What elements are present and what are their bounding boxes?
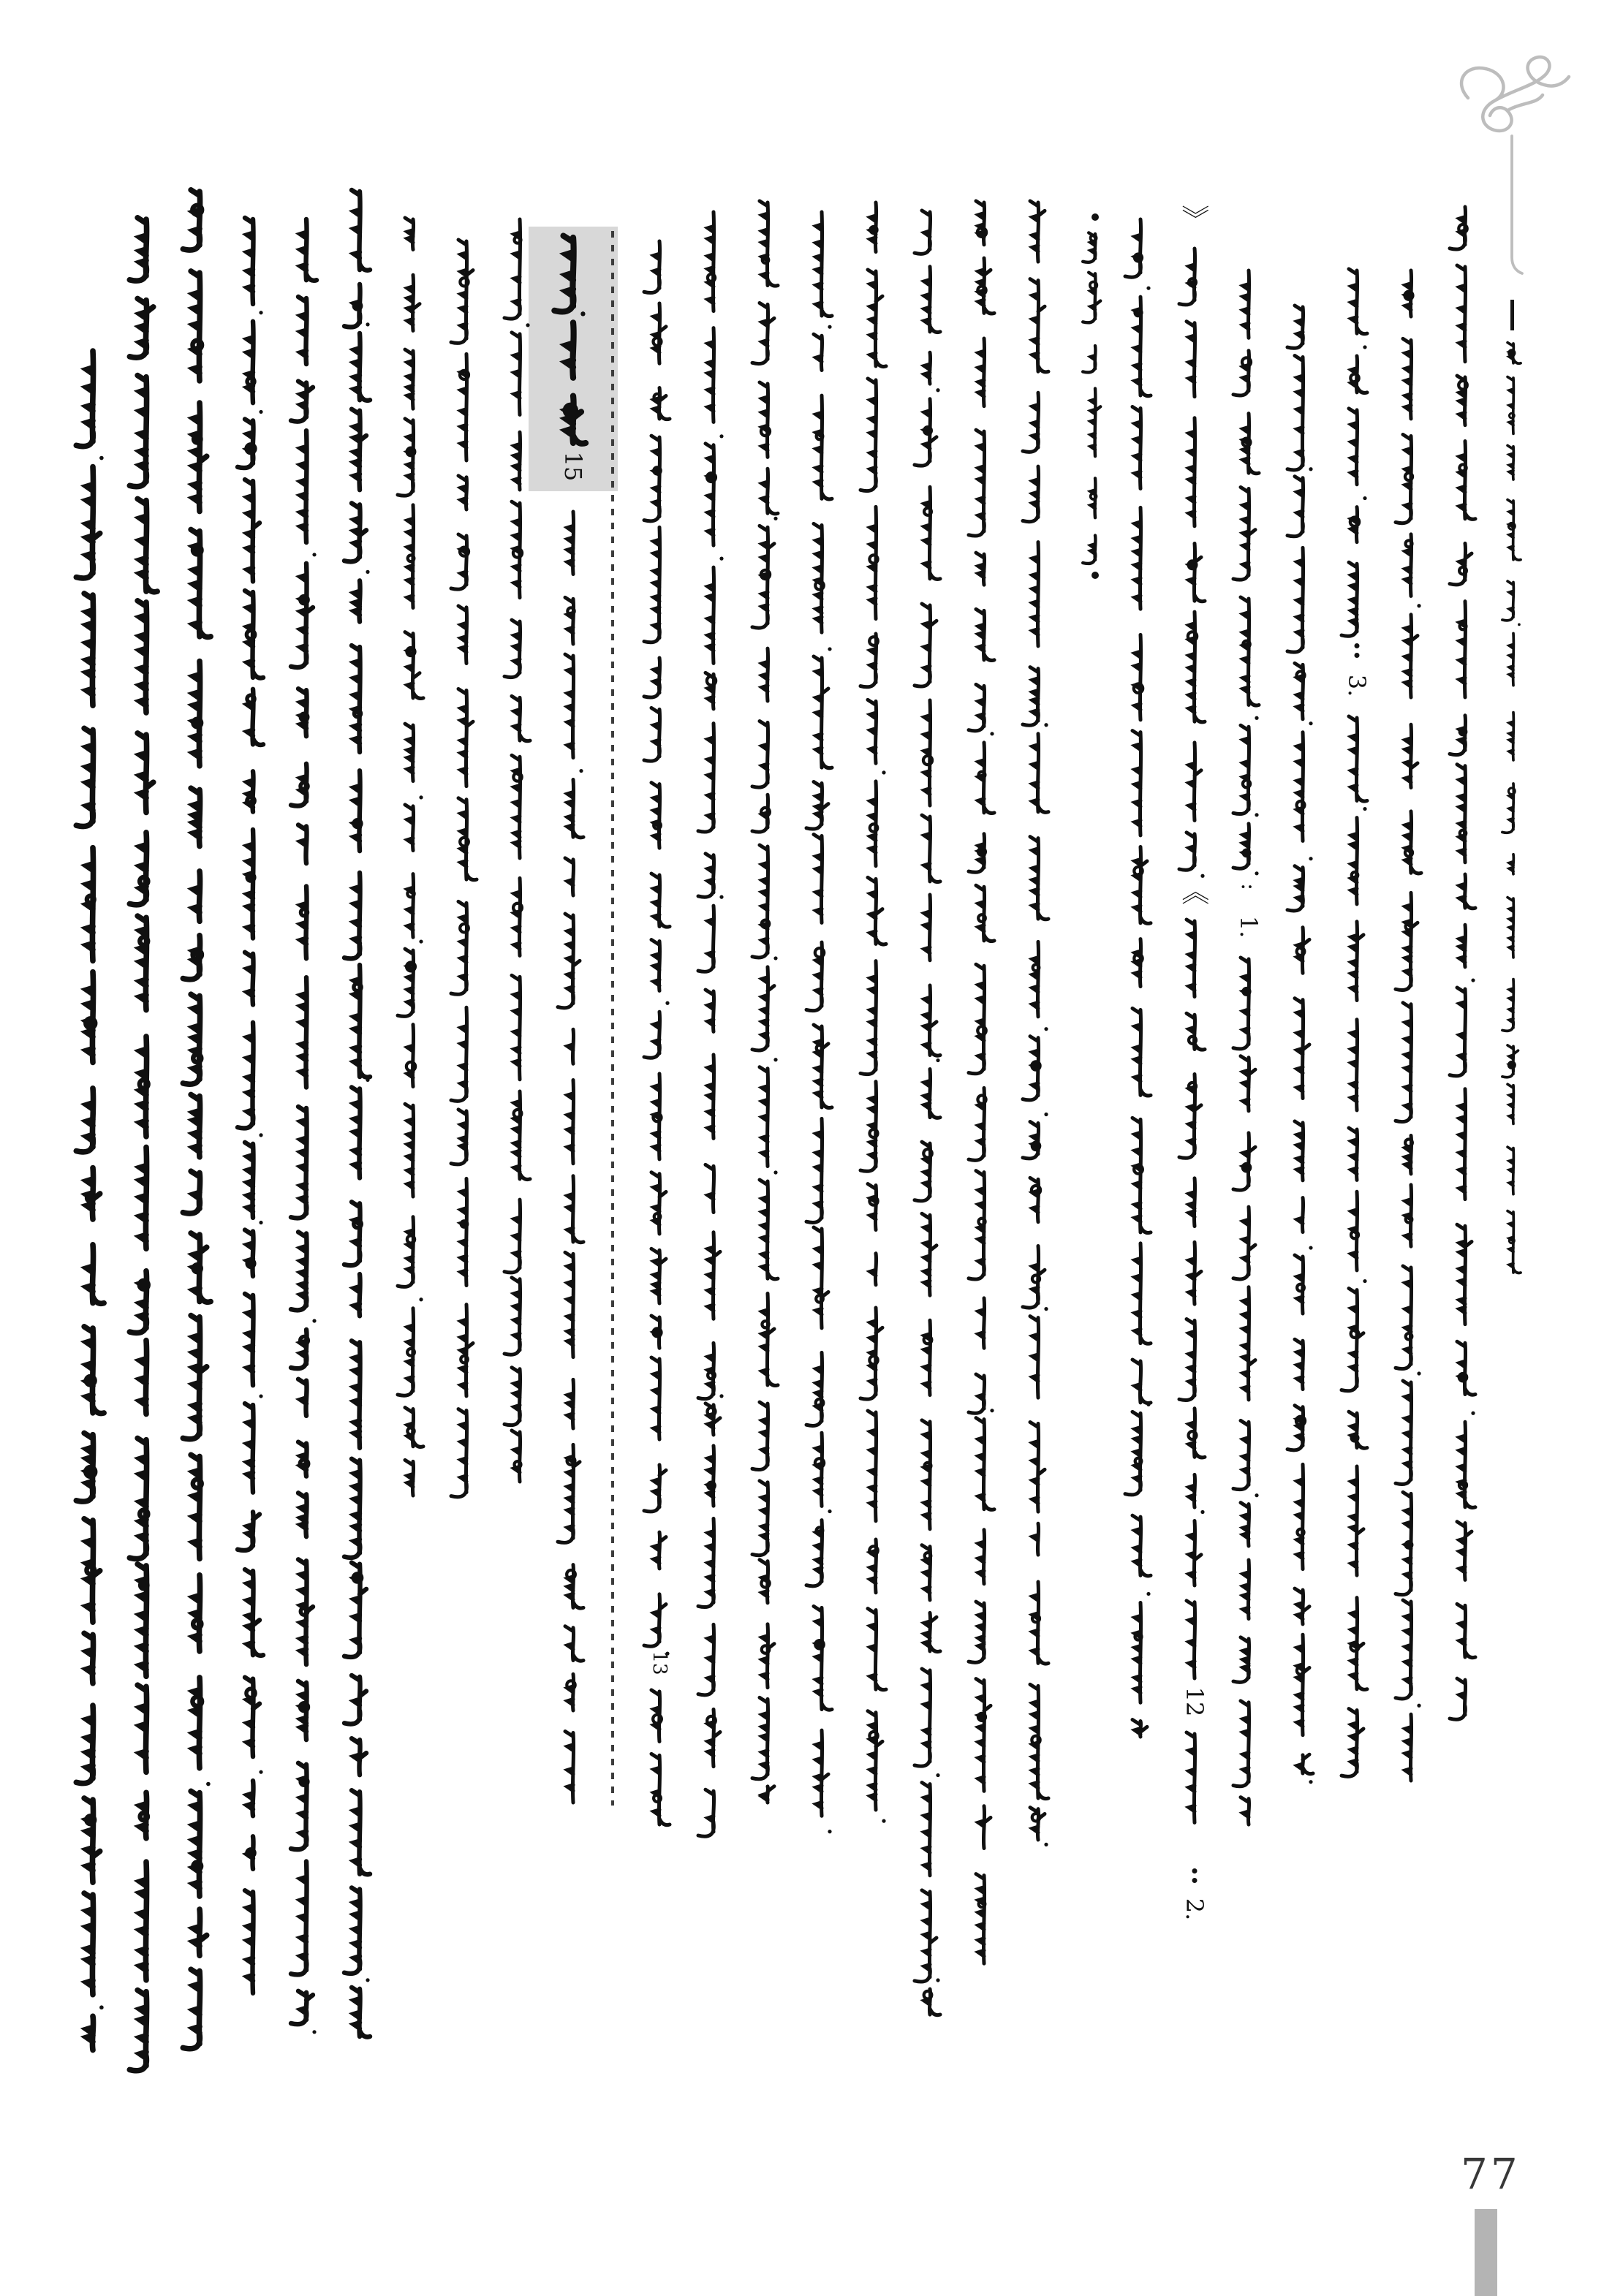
inline-token-15: 15	[559, 451, 587, 482]
inline-token-:: :	[1236, 882, 1262, 891]
inline-token-1.: 1.	[1235, 915, 1263, 939]
inline-token-2.: 2.	[1181, 1898, 1208, 1921]
inline-token-12: 12	[1181, 1686, 1208, 1717]
inline-token-3.: 3.	[1343, 674, 1371, 697]
inline-token-》: 》	[1179, 204, 1211, 233]
inline-token-《: 《	[1179, 876, 1211, 906]
inline-token-13: 13	[648, 1651, 670, 1675]
page-number: 77	[1461, 2149, 1521, 2199]
